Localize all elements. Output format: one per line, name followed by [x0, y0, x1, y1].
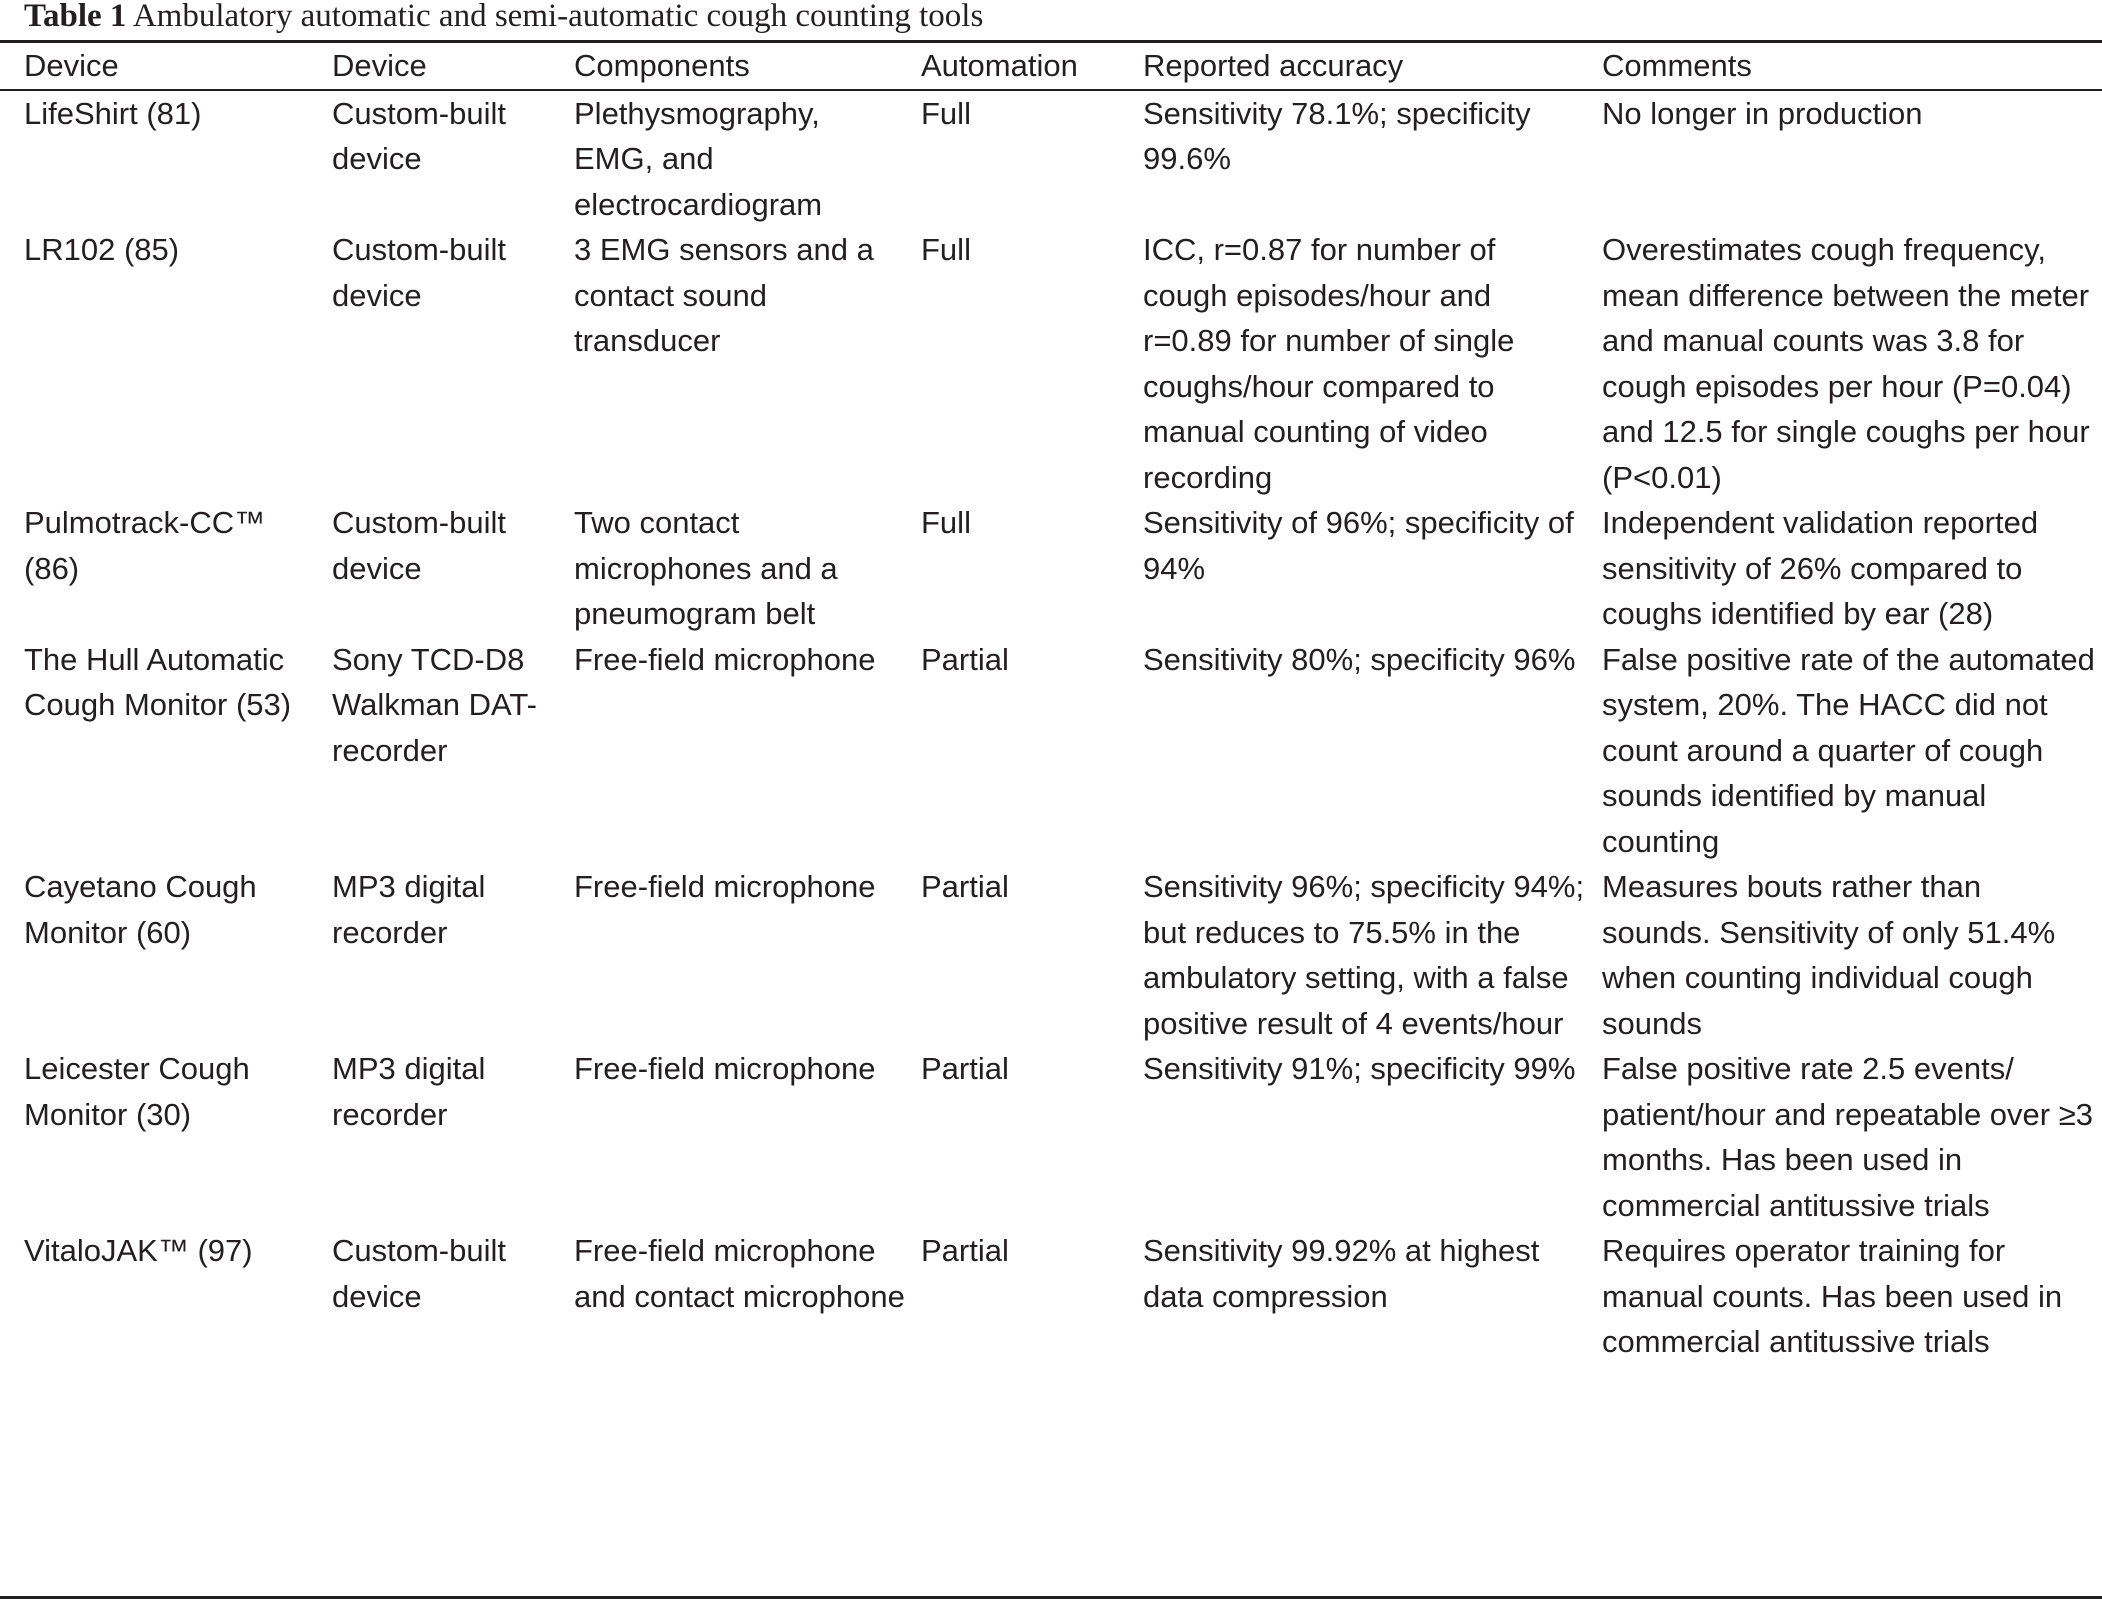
- cell-comments: No longer in production: [1602, 95, 1923, 131]
- header-device-name: Device: [0, 43, 332, 90]
- cell-automation: Partial: [921, 1051, 1009, 1086]
- cell-device-name: Pulmotrack-CC™ (86): [24, 505, 266, 586]
- cell-device-name: Leicester Cough Monitor (30): [24, 1051, 250, 1132]
- cell-device-name: The Hull Automatic Cough Monitor (53): [24, 641, 292, 722]
- header-device: Device: [332, 43, 574, 90]
- bottom-rule: [0, 1596, 2102, 1599]
- cough-tools-table: [0, 43, 2102, 1365]
- cell-device-name: Cayetano Cough Monitor (60): [24, 869, 257, 950]
- cell-device-name: LR102 (85): [24, 232, 180, 267]
- cell-device: MP3 digital recorder: [332, 869, 486, 950]
- header-automation: Automation: [921, 43, 1143, 90]
- table-row: [0, 227, 2102, 500]
- cell-components: Plethysmography, EMG, and electrocardiogram: [574, 95, 823, 222]
- cell-components: Free-field microphone and contact microphone: [574, 1233, 905, 1314]
- header-components: Components: [574, 43, 921, 90]
- header-comments: Comments: [1602, 43, 2102, 90]
- table-row: [0, 637, 2102, 865]
- table-title: Ambulatory automatic and semi-automatic cough counting tools: [132, 0, 984, 34]
- cell-comments: False positive rate of the automated system, 20%. The HACC did not count around a quarter of cough sounds identified by manual counting: [1602, 641, 2095, 859]
- cell-components: Free-field microphone: [574, 1051, 876, 1086]
- cell-comments: False positive rate 2.5 events/ patient/hour and repeatable over ≥3 months. Has been used in commercial antitussive trials: [1602, 1051, 2093, 1223]
- cell-device: Custom-built device: [332, 1233, 506, 1314]
- table-row: [0, 90, 2102, 228]
- cell-device: MP3 digital recorder: [332, 1051, 486, 1132]
- cell-automation: Partial: [921, 1233, 1009, 1268]
- cell-accuracy: Sensitivity 99.92% at highest data compression: [1143, 1233, 1540, 1314]
- cell-components: Free-field microphone: [574, 869, 876, 904]
- cell-device: Custom-built device: [332, 232, 506, 313]
- table-caption: [24, 0, 983, 33]
- cell-comments: Overestimates cough frequency, mean difference between the meter and manual counts was 3.8 for cough episodes per hour (P=0.04) and 12.5 for single coughs per hour (P<0.01): [1602, 232, 2090, 495]
- table-row: [0, 500, 2102, 637]
- cell-accuracy: ICC, r=0.87 for number of cough episodes/hour and r=0.89 for number of single coughs/hour compared to manual counting of video recording: [1143, 232, 1515, 495]
- cell-device: Custom-built device: [332, 505, 506, 586]
- cell-device: Sony TCD-D8 Walkman DAT-recorder: [332, 641, 537, 768]
- table-row: [0, 1228, 2102, 1365]
- cell-accuracy: Sensitivity 78.1%; specificity 99.6%: [1143, 95, 1531, 176]
- header-reported-accuracy: Reported accuracy: [1143, 43, 1602, 90]
- cell-components: Free-field microphone: [574, 641, 876, 677]
- cell-comments: Requires operator training for manual counts. Has been used in commercial antitussive trials: [1602, 1233, 2063, 1359]
- cell-accuracy: Sensitivity 80%; specificity 96%: [1143, 641, 1576, 677]
- header-row: [0, 43, 2102, 90]
- cell-automation: Partial: [921, 869, 1009, 904]
- cell-accuracy: Sensitivity 91%; specificity 99%: [1143, 1051, 1576, 1086]
- cell-automation: Full: [921, 505, 971, 540]
- cell-device-name: LifeShirt (81): [24, 95, 202, 131]
- table-label: Table 1: [24, 0, 127, 34]
- table-row: [0, 864, 2102, 1046]
- cell-automation: Full: [921, 95, 971, 131]
- cell-components: 3 EMG sensors and a contact sound transducer: [574, 232, 874, 358]
- cell-device: Custom-built device: [332, 95, 506, 176]
- cell-device-name: VitaloJAK™ (97): [24, 1233, 253, 1268]
- cell-automation: Full: [921, 232, 971, 267]
- cell-accuracy: Sensitivity 96%; specificity 94%; but reduces to 75.5% in the ambulatory setting, with a false positive result of 4 events/hour: [1143, 869, 1585, 1041]
- cell-accuracy: Sensitivity of 96%; specificity of 94%: [1143, 505, 1574, 586]
- cell-automation: Partial: [921, 641, 1009, 677]
- cell-comments: Measures bouts rather than sounds. Sensitivity of only 51.4% when counting individual cough sounds: [1602, 869, 2056, 1041]
- table-row: [0, 1046, 2102, 1228]
- cell-components: Two contact microphones and a pneumogram belt: [574, 505, 838, 631]
- cell-comments: Independent validation reported sensitivity of 26% compared to coughs identified by ear (28): [1602, 505, 2039, 631]
